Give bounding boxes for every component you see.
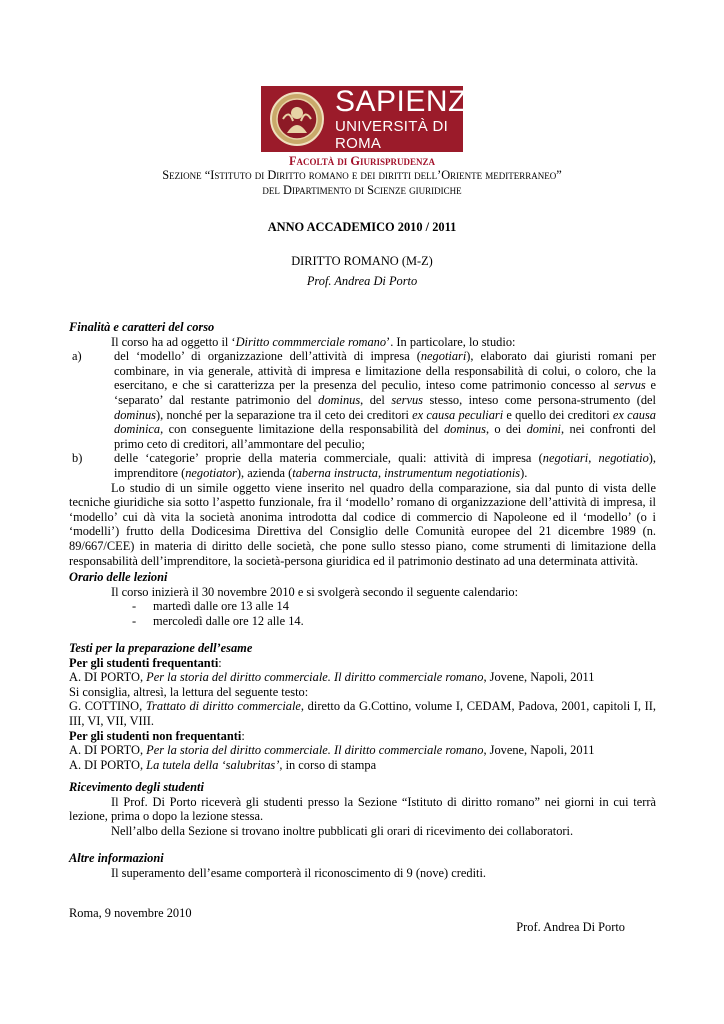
academic-year: ANNO ACCADEMICO 2010 / 2011: [267, 220, 457, 234]
section-heading: Testi per la preparazione dell’esame: [69, 641, 253, 655]
logo-name: SAPIENZA: [335, 85, 488, 118]
section-altre: [69, 851, 656, 880]
finalita-intro: Il corso ha ad oggetto il ‘Diritto commmerciale romano’. In particolare, lo studio:: [111, 334, 516, 349]
list-item: b) delle ‘categorie’ proprie della materia commerciale, quali: attività di impresa (negotiari, negotiatio), imprenditore (negotiator), azienda (taberna instructa, instrumentum negotiationis).: [72, 451, 656, 480]
section-testi: [69, 641, 656, 772]
altre-paragraph: Il superamento dell’esame comporterà il riconoscimento di 9 (nove) crediti.: [111, 865, 487, 880]
section-heading: Orario delle lezioni: [69, 570, 168, 584]
signature: Prof. Andrea Di Porto: [516, 920, 625, 934]
bibliography-entry: A. DI PORTO, La tutela della ‘salubritas’, in corso di stampa: [69, 757, 377, 772]
course-title: DIRITTO ROMANO (M-Z): [291, 254, 433, 268]
section-heading: Finalità e caratteri del corso: [69, 320, 215, 334]
section-orario: [69, 570, 656, 628]
faculty-title: Facoltà di Giurisprudenza: [288, 154, 436, 168]
list-item: a) del ‘modello’ di organizzazione dell’attività di impresa (negotiari), elaborato dai giuristi romani per combinare, in via generale, attività di impresa e limitazione della responsabilità di colui, o coloro, che la esercitano, e che si caratterizza per la presenza del peculio, inteso come patrimonio concesso al servus e ‘separato’ dal restante patrimonio del dominus, del servus stesso, inteso come persona-strumento (del dominus), nonché per la separazione tra il ceto dei creditori ex causa peculiari e quello dei creditori ex causa dominica, con conseguente limitazione della responsabilità del dominus, o dei domini, nei confronti del primo ceto di creditori, all’ammontare del peculio;: [72, 349, 656, 451]
university-seal-icon: [269, 91, 325, 147]
orario-intro: Il corso inizierà il 30 novembre 2010 e si svolgerà secondo il seguente calendario:: [111, 584, 519, 599]
list-item: - martedì dalle ore 13 alle 14: [132, 599, 289, 614]
department-title: del Dipartimento di Scienze giuridiche: [262, 183, 462, 197]
section-heading: Altre informazioni: [69, 851, 164, 865]
advice-text: Si consiglia, altresì, la lettura del seguente testo:: [69, 684, 309, 699]
section-finalita: [69, 320, 656, 568]
list-item: - mercoledì dalle ore 12 alle 14.: [132, 613, 304, 628]
ricevimento-paragraph: Nell’albo della Sezione si trovano inoltre pubblicati gli orari di ricevimento dei collaboratori.: [111, 823, 574, 838]
subheading-non-frequentanti: Per gli studenti non frequentanti:: [69, 728, 245, 743]
bibliography-entry: G. COTTINO, Trattato di diritto commerciale, diretto da G.Cottino, volume I, CEDAM, Padova, 2001, capitoli I, II, III, VI, VII, VIII.: [69, 699, 657, 728]
university-logo: [261, 85, 488, 152]
logo-subtitle: UNIVERSITÀ DI ROMA: [335, 118, 449, 152]
section-ricevimento: [69, 780, 656, 838]
bibliography-entry: A. DI PORTO, Per la storia del diritto commerciale. Il diritto commerciale romano, Jovene, Napoli, 2011: [69, 670, 595, 685]
document-date: Roma, 9 novembre 2010: [69, 906, 192, 920]
professor-name: Prof. Andrea Di Porto: [306, 274, 418, 288]
subheading-frequentanti: Per gli studenti frequentanti:: [69, 655, 222, 670]
section-heading: Ricevimento degli studenti: [69, 780, 204, 794]
finalita-paragraph: Lo studio di un simile oggetto viene inserito nel quadro della comparazione, sia dal punto di vista delle tecniche giuridiche sia sotto l’aspetto funzionale, fra il ‘modello’ romano di organizzazione dell’attività di impresa, il ‘modello’ cui dà vita la società anonima introdotta dal codice di commercio di Napoleone ed il ‘modello’ (o i ‘modelli’) frutto della Dodicesima Direttiva del Consiglio delle Comunità europee del 21 dicembre 1989 (n. 89/667/CEE) in materia di diritto delle società, che pone sullo stesso piano, come strumenti di limitazione della responsabilità dell’imprenditore, la società-persona giuridica ed il patrimonio destinato ad una determinata attività.: [69, 480, 656, 568]
ricevimento-paragraph: Il Prof. Di Porto riceverà gli studenti presso la Sezione “Istituto di diritto romano” nei giorni in cui terrà lezione, prima o dopo la lezione stessa.: [69, 794, 656, 824]
section-title: Sezione “Istituto di Diritto romano e dei diritti dell’Oriente mediterraneo”: [162, 168, 562, 182]
bibliography-entry: A. DI PORTO, Per la storia del diritto commerciale. Il diritto commerciale romano, Jovene, Napoli, 2011: [69, 743, 595, 758]
